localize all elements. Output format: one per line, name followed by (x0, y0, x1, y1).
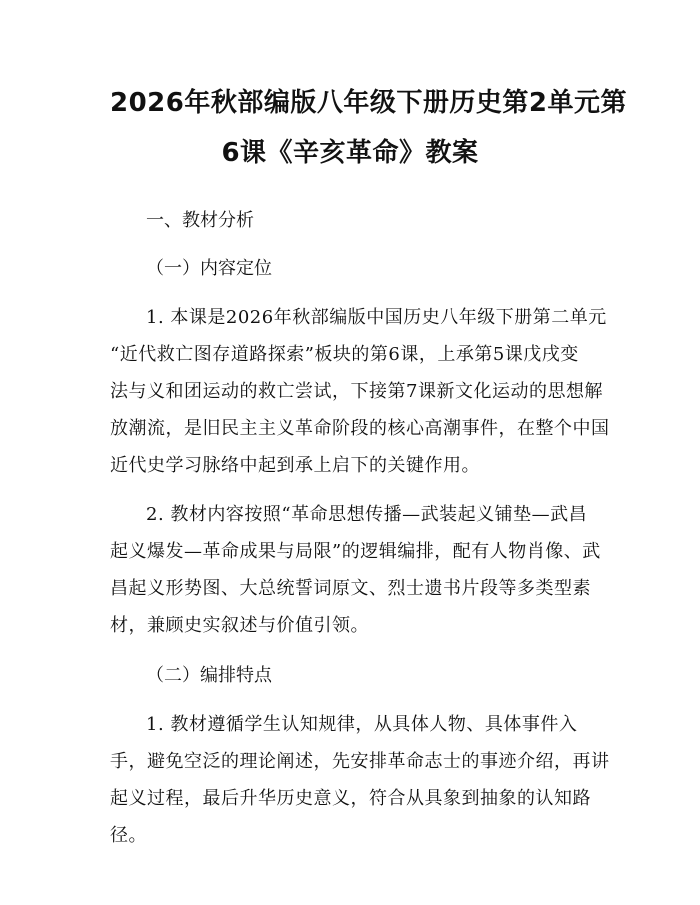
subsection-heading-content-position: （一）内容定位 (146, 258, 272, 279)
paragraph-line: 1. 本课是2026年秋部编版中国历史八年级下册第二单元 (146, 307, 607, 328)
title-line-1: 2026年秋部编版八年级下册历史第2单元第 (110, 88, 627, 118)
paragraph-line: 昌起义形势图、大总统誓词原文、烈士遗书片段等多类型素 (110, 578, 591, 599)
paragraph-content-position-2 (110, 496, 601, 644)
paragraph-line: 径。 (110, 825, 147, 846)
document-title (110, 78, 627, 178)
paragraph-line: 近代史学习脉络中起到承上启下的关键作用。 (110, 455, 480, 476)
paragraph-line: 手，避免空泛的理论阐述，先安排革命志士的事迹介绍，再讲 (110, 751, 610, 772)
section-heading-textbook-analysis: 一、教材分析 (146, 210, 254, 231)
subsection-heading-arrangement-features: （二）编排特点 (146, 665, 272, 686)
paragraph-line: 1. 教材遵循学生认知规律，从具体人物、具体事件入 (146, 714, 578, 735)
paragraph-line: 起义过程，最后升华历史意义，符合从具象到抽象的认知路 (110, 788, 591, 809)
paragraph-line: 法与义和团运动的救亡尝试，下接第7课新文化运动的思想解 (110, 381, 603, 402)
paragraph-line: 2. 教材内容按照“革命思想传播—武装起义铺垫—武昌 (146, 504, 588, 525)
paragraph-line: “近代救亡图存道路探索”板块的第6课，上承第5课戊戌变 (110, 344, 579, 365)
paragraph-line: 起义爆发—革命成果与局限”的逻辑编排，配有人物肖像、武 (110, 541, 601, 562)
paragraph-content-position-1 (110, 299, 610, 484)
paragraph-line: 放潮流，是旧民主主义革命阶段的核心高潮事件，在整个中国 (110, 418, 610, 439)
paragraph-arrangement-features-1 (110, 706, 610, 854)
paragraph-line: 材，兼顾史实叙述与价值引领。 (110, 615, 369, 636)
title-line-2: 6课《辛亥革命》教案 (221, 138, 479, 168)
